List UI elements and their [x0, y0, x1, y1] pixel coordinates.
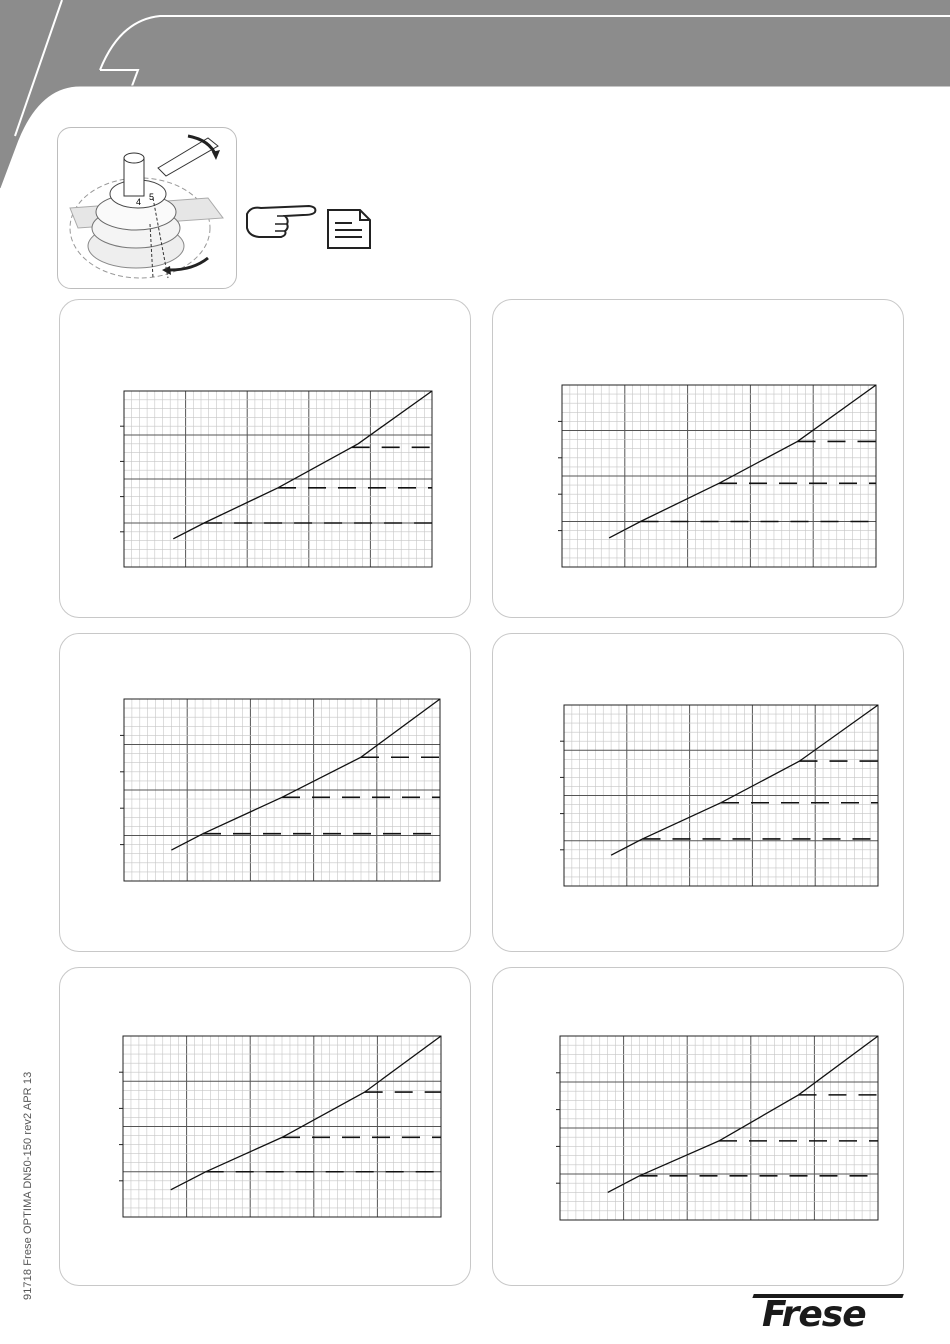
chart-grid: [562, 385, 876, 567]
chart-2: [562, 385, 876, 567]
chart-1: [124, 391, 432, 567]
chart-6: [560, 1036, 878, 1220]
chart-4: [564, 705, 878, 886]
chart-grid: [124, 391, 432, 567]
dial-number-4: 4: [136, 197, 142, 207]
characteristic-curve: [173, 391, 432, 539]
valve-presetting-illustration: [57, 127, 237, 289]
chart-grid: [564, 705, 878, 886]
chart-grid: [123, 1036, 441, 1217]
chart-grid: [560, 1036, 878, 1220]
pointing-hand-icon: [243, 200, 321, 240]
chart-grid: [124, 699, 440, 881]
dial-number-5: 5: [149, 192, 155, 202]
frese-logo-text: Frese: [762, 1294, 866, 1330]
frese-logo: [750, 1288, 910, 1330]
chart-5: [123, 1036, 441, 1217]
chart-3: [124, 699, 440, 881]
document-reference: 91718 Frese OPTIMA DN50-150 rev2 APR 13: [22, 1071, 34, 1300]
document-icon: [326, 208, 372, 250]
